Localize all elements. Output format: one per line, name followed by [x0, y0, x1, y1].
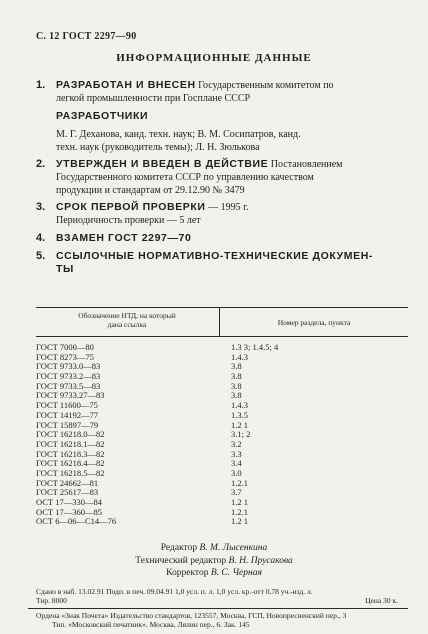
developers-list — [56, 128, 414, 154]
table-cell-ref: 1.2 1 — [231, 419, 248, 430]
section-number: 5. — [36, 250, 46, 262]
section-heading: ВЗАМЕН ГОСТ 2297—70 — [56, 232, 192, 244]
table-cell-ref: 1.4.3 — [231, 351, 248, 362]
table-cell-doc: ГОСТ 16218.5—82 — [36, 467, 105, 478]
table-cell-doc: ГОСТ 24662—81 — [36, 477, 99, 488]
table-cell-ref: 1.4.3 — [231, 400, 248, 411]
section-number: 2. — [36, 158, 46, 170]
table-cell-ref: 3.1; 2 — [231, 429, 251, 440]
table-rule-divider — [219, 307, 220, 336]
table-cell-ref: 3.8 — [231, 361, 242, 372]
table-cell-doc: ГОСТ 7000—80 — [36, 342, 94, 352]
section-heading: ССЫЛОЧНЫЕ НОРМАТИВНО-ТЕХНИЧЕСКИЕ ДОКУМЕН- — [56, 250, 374, 262]
table-cell-ref: 3.7 — [231, 487, 242, 498]
table-cell-doc: ГОСТ 16218.1—82 — [36, 438, 105, 449]
credit-corrector — [0, 567, 428, 580]
table-body — [36, 343, 408, 527]
credit-name: В. С. Черная — [210, 568, 262, 578]
table-rule-header — [36, 336, 408, 337]
table-cell-doc: ГОСТ 16218.0—82 — [36, 429, 105, 440]
section-text: Постановлением — [268, 159, 343, 170]
table-cell-ref: 3.8 — [231, 390, 242, 401]
table-cell-doc: ОСТ 6—06—С14—76 — [36, 516, 117, 527]
table-cell-ref: 3.0 — [231, 467, 242, 478]
table-cell-doc: ОСТ 17—360—85 — [36, 506, 102, 517]
print-run: Тир. 8000 — [36, 596, 67, 605]
developers-line: М. Г. Деханова, канд. техн. наук; В. М. Сосипатров, канд. — [56, 129, 301, 140]
section-1 — [36, 79, 414, 105]
section-text: Государственным комитетом по — [195, 80, 334, 91]
table-header-section: Номер раздела, пункта — [277, 318, 351, 327]
table-cell-doc: ГОСТ 9733.5—83 — [36, 380, 101, 391]
publisher-info — [36, 611, 416, 629]
imprint-line: Сдано в наб. 13.02.91 Подп. в печ. 09.04.91 1,0 усл. п. л. 1,0 усл. кр.-отт 0,78 уч.-изд. л. — [36, 587, 313, 596]
table-cell-ref: 3.8 — [231, 371, 242, 382]
table-cell-ref: 1.2 1 — [231, 516, 248, 527]
table-cell-ref: 3.2 — [231, 438, 242, 449]
table-cell-doc: ГОСТ 25617—83 — [36, 487, 99, 498]
section-5 — [36, 250, 414, 276]
credit-label: Технический редактор — [135, 555, 229, 566]
table-cell-ref: 1.2 1 — [231, 497, 248, 507]
credits-block — [0, 542, 428, 580]
table-cell-ref: 1.2.1 — [231, 477, 248, 488]
section-text: Государственного комитета СССР по управлению качеством — [56, 172, 314, 183]
running-head: С. 12 ГОСТ 2297—90 — [36, 31, 137, 42]
table-header-designation — [40, 311, 214, 329]
section-text: продукции и стандартам от 29.12.90 № 3479 — [56, 185, 245, 196]
table-cell-doc: ГОСТ 9733.27—83 — [36, 390, 105, 401]
footer-rule — [28, 608, 408, 609]
section-3 — [36, 201, 414, 227]
table-cell-doc: ГОСТ 16218.4—82 — [36, 458, 105, 469]
price: Цена 30 к. — [365, 596, 398, 605]
section-heading: РАЗРАБОТАН И ВНЕСЕН — [56, 79, 196, 91]
section-number: 4. — [36, 232, 46, 244]
credit-tech-editor — [0, 555, 428, 568]
section-2 — [36, 158, 414, 197]
table-header-text: Обозначение НТД, на который — [78, 311, 176, 320]
table-cell-doc: ГОСТ 9733.0—83 — [36, 361, 101, 372]
table-cell-ref: 1.3 3; 1.4.5; 4 — [231, 342, 279, 352]
table-cell-doc: ГОСТ 14192—77 — [36, 409, 99, 420]
section-4 — [36, 232, 414, 245]
section-heading: СРОК ПЕРВОЙ ПРОВЕРКИ — [56, 201, 206, 213]
page-title: ИНФОРМАЦИОННЫЕ ДАННЫЕ — [116, 52, 312, 64]
printer-line: Тип. «Московский печатник». Москва, Лялин пер., 6. Зак. 145 — [52, 620, 250, 629]
section-heading: ТЫ — [56, 263, 74, 275]
section-text: — 1995 г. — [205, 202, 249, 213]
imprint-line — [36, 596, 408, 605]
section-heading: УТВЕРЖДЕН И ВВЕДЕН В ДЕЙСТВИЕ — [56, 158, 269, 170]
table-row — [36, 517, 408, 527]
table-header-text: дана ссылка — [107, 320, 147, 329]
publisher-line: Ордена «Знак Почета» Издательство стандартов, 123557, Москва, ГСП, Новопресненский пер., 3 — [36, 611, 347, 620]
table-cell-ref: 3.8 — [231, 380, 242, 391]
table-cell-doc: ГОСТ 8273—75 — [36, 351, 94, 362]
developers-heading: РАЗРАБОТЧИКИ — [56, 110, 149, 122]
section-number: 3. — [36, 201, 46, 213]
table-cell-ref: 3.4 — [231, 458, 242, 469]
table-cell-doc: ГОСТ 16218.3—82 — [36, 448, 105, 459]
developers-line: техн. наук (руководитель темы); Л. Н. Зюлькова — [56, 142, 260, 153]
table-cell-doc: ГОСТ 11600—75 — [36, 400, 98, 411]
credit-label: Редактор — [160, 543, 200, 553]
section-text: Периодичность проверки — 5 лет — [56, 215, 201, 226]
credit-name: В. М. Лысенкина — [199, 543, 268, 553]
section-text: легкой промышленности при Госплане СССР — [56, 93, 251, 104]
table-cell-doc: ОСТ 17—330—84 — [36, 497, 102, 507]
developers-heading-block — [56, 110, 414, 123]
table-cell-ref: 3.3 — [231, 448, 242, 459]
credit-label: Корректор — [166, 568, 211, 578]
table-cell-ref: 1.2.1 — [231, 506, 248, 517]
imprint — [36, 587, 408, 605]
section-number: 1. — [36, 79, 46, 91]
table-cell-doc: ГОСТ 15897—79 — [36, 419, 99, 430]
table-rule-top — [36, 307, 408, 308]
credit-editor — [0, 542, 428, 555]
credit-name: В. Н. Прусакова — [228, 555, 293, 566]
table-cell-doc: ГОСТ 9733.2—83 — [36, 371, 101, 382]
table-cell-ref: 1.3.5 — [231, 409, 248, 420]
